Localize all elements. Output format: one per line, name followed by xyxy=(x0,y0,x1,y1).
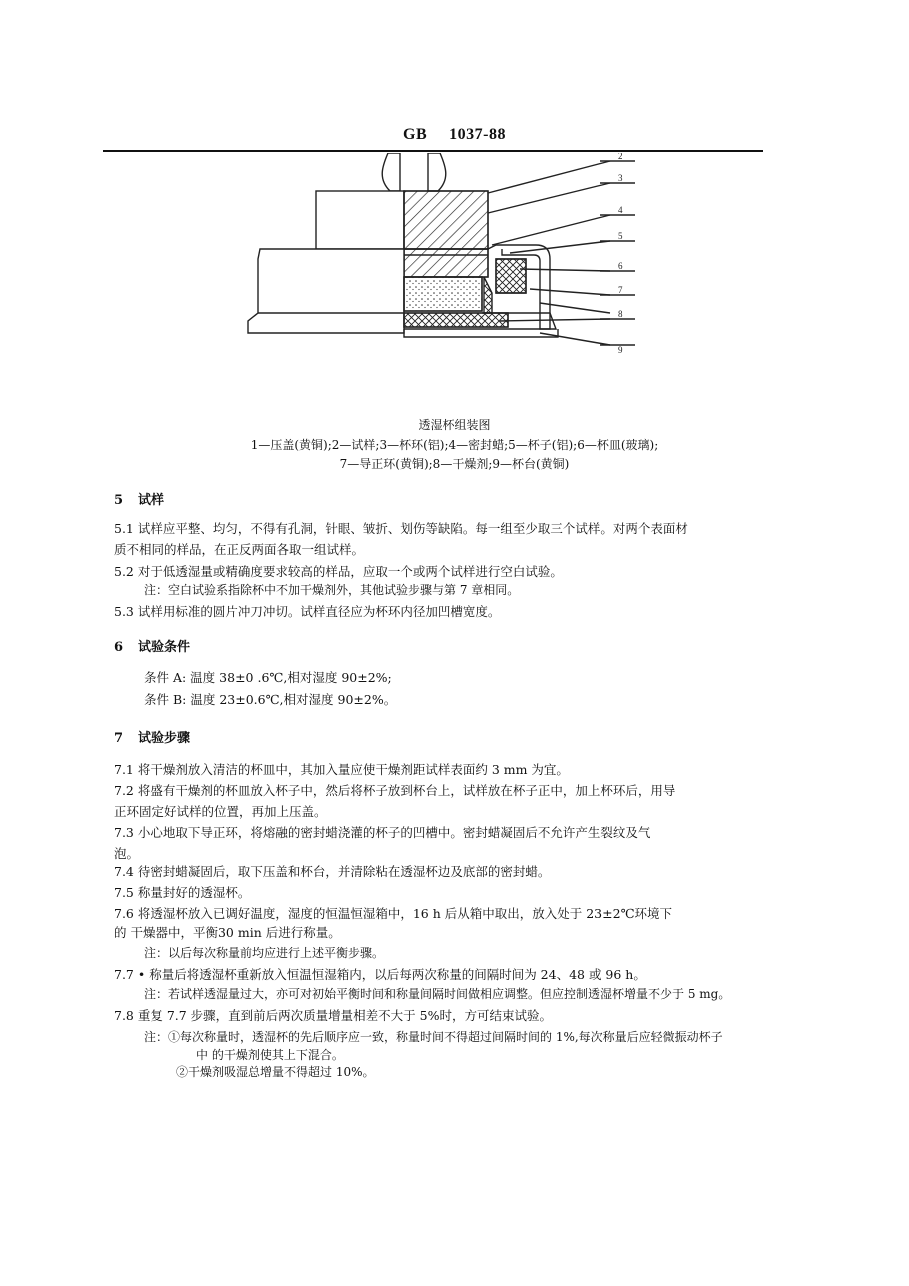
callout-5: 5 xyxy=(618,231,623,241)
para-7-1: 7.1 将干燥剂放入清洁的杯皿中，其加入量应使干燥剂距试样表面约 3 mm 为宜。 xyxy=(114,762,569,777)
note-7-8-line-1: 注：①每次称量时，透湿杯的先后顺序应一致，称量时间不得超过间隔时间的 1%,每次称量后应轻微振动杯子 xyxy=(144,1030,723,1044)
para-7-3-line-1: 7.3 小心地取下导正环，将熔融的密封蜡浇灌的杯子的凹槽中。密封蜡凝固后不允许产生裂纹及气 xyxy=(114,825,651,840)
note-7-6: 注：以后每次称量前均应进行上述平衡步骤。 xyxy=(144,946,385,960)
condition-b: 条件 B: 温度 23±0.6℃,相对湿度 90±2%。 xyxy=(144,692,397,707)
para-7-2-line-2: 正环固定好试样的位置，再加上压盖。 xyxy=(114,804,327,819)
standard-code: GB xyxy=(403,126,428,143)
section-5-heading: 5 试样 xyxy=(114,493,165,508)
callout-3: 3 xyxy=(618,173,623,183)
para-7-2-line-1: 7.2 将盛有干燥剂的杯皿放入杯子中，然后将杯子放到杯台上，试样放在杯子正中，加上杯环后，用导 xyxy=(114,783,676,798)
note-7-8-line-2: 中 的干燥剂使其上下混合。 xyxy=(196,1048,344,1062)
standard-number: 1037-88 xyxy=(449,126,506,143)
condition-a: 条件 A: 温度 38±0 .6℃,相对湿度 90±2%; xyxy=(144,670,392,685)
note-5-2: 注：空白试验系指除杯中不加干燥剂外，其他试验步骤与第 7 章相同。 xyxy=(144,583,520,597)
figure-legend-line-1: 1—压盖(黄铜);2—试样;3—杯环(铝);4—密封蜡;5—杯子(铝);6—杯皿(玻璃); xyxy=(250,438,659,452)
callout-4: 4 xyxy=(618,205,623,215)
para-7-4: 7.4 待密封蜡凝固后，取下压盖和杯台，并清除粘在透湿杯边及底部的密封蜡。 xyxy=(114,864,551,879)
section-6-heading: 6 试验条件 xyxy=(114,640,191,655)
callout-7: 7 xyxy=(618,285,623,295)
page-header xyxy=(0,126,909,144)
para-7-6-line-2: 的 干燥器中，平衡30 min 后进行称量。 xyxy=(114,925,341,940)
cup-assembly-drawing xyxy=(240,153,650,363)
note-7-8-line-3: ②干燥剂吸湿总增量不得超过 10%。 xyxy=(176,1065,375,1079)
figure-legend-line-2: 7—导正环(黄铜);8—干燥剂;9—杯台(黄铜) xyxy=(339,457,570,471)
para-5-3: 5.3 试样用标准的圆片冲刀冲切。试样直径应为杯环内径加凹槽宽度。 xyxy=(114,604,501,619)
callout-9: 9 xyxy=(618,345,623,355)
para-7-7: 7.7 • 称量后将透湿杯重新放入恒温恒湿箱内，以后每两次称量的间隔时间为 24、48 或 96 h。 xyxy=(114,967,646,982)
para-5-1-line-2: 质不相同的样品，在正反两面各取一组试样。 xyxy=(114,542,365,557)
callout-8: 8 xyxy=(618,309,623,319)
para-5-1-line-1: 5.1 试样应平整、均匀，不得有孔洞，针眼、皱折、划伤等缺陷。每一组至少取三个试样。对两个表面材 xyxy=(114,521,688,536)
figure-title: 透湿杯组装图 xyxy=(418,418,491,432)
callout-2: 2 xyxy=(618,153,623,161)
para-7-5: 7.5 称量封好的透湿杯。 xyxy=(114,885,251,900)
para-5-2: 5.2 对于低透湿量或精确度要求较高的样品，应取一个或两个试样进行空白试验。 xyxy=(114,564,563,579)
section-7-heading: 7 试验步骤 xyxy=(114,731,191,746)
header-rule xyxy=(103,150,763,152)
note-7-7: 注：若试样透湿量过大，亦可对初始平衡时间和称量间隔时间做相应调整。但应控制透湿杯增量不少于 5 mg。 xyxy=(144,987,731,1001)
para-7-6-line-1: 7.6 将透湿杯放入已调好温度，湿度的恒温恒湿箱中，16 h 后从箱中取出，放入处于 23±2℃环境下 xyxy=(114,906,673,921)
callout-6: 6 xyxy=(618,261,623,271)
para-7-3-line-2: 泡。 xyxy=(114,846,140,861)
para-7-8: 7.8 重复 7.7 步骤，直到前后两次质量增量相差不大于 5%时，方可结束试验。 xyxy=(114,1008,552,1023)
